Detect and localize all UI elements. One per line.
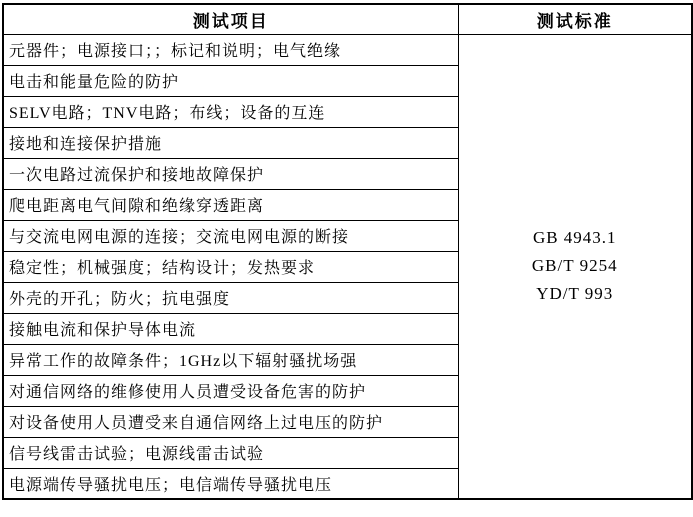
test-item-cell: 元器件；电源接口；；标记和说明；电气绝缘 bbox=[3, 34, 458, 65]
test-item-cell: 与交流电网电源的连接；交流电网电源的断接 bbox=[3, 220, 458, 251]
standard-gbt-9254: GB/T 9254 bbox=[531, 256, 618, 276]
test-item-cell: 对设备使用人员遭受来自通信网络上过电压的防护 bbox=[3, 406, 458, 437]
test-item-cell: 异常工作的故障条件；1GHz以下辐射骚扰场强 bbox=[3, 344, 458, 375]
test-item-cell: 对通信网络的维修使用人员遭受设备危害的防护 bbox=[3, 375, 458, 406]
column-header-test-items: 测试项目 bbox=[3, 4, 458, 34]
header-row bbox=[3, 4, 692, 34]
test-item-cell: 电击和能量危险的防护 bbox=[3, 65, 458, 96]
table-row bbox=[3, 34, 692, 65]
test-item-cell: 爬电距离电气间隙和绝缘穿透距离 bbox=[3, 189, 458, 220]
test-standards-cell bbox=[458, 34, 692, 499]
test-item-cell: SELV电路；TNV电路；布线；设备的互连 bbox=[3, 96, 458, 127]
test-item-cell: 接地和连接保护措施 bbox=[3, 127, 458, 158]
test-item-cell: 一次电路过流保护和接地故障保护 bbox=[3, 158, 458, 189]
test-items-standards-table bbox=[2, 3, 693, 500]
column-header-test-standard: 测试标准 bbox=[458, 4, 692, 34]
test-item-cell: 外壳的开孔；防火；抗电强度 bbox=[3, 282, 458, 313]
standard-ydt-993: YD/T 993 bbox=[536, 284, 614, 304]
test-item-cell: 稳定性；机械强度；结构设计；发热要求 bbox=[3, 251, 458, 282]
test-item-cell: 电源端传导骚扰电压；电信端传导骚扰电压 bbox=[3, 468, 458, 499]
standard-gb-4943: GB 4943.1 bbox=[532, 228, 617, 248]
test-item-cell: 信号线雷击试验；电源线雷击试验 bbox=[3, 437, 458, 468]
test-item-cell: 接触电流和保护导体电流 bbox=[3, 313, 458, 344]
